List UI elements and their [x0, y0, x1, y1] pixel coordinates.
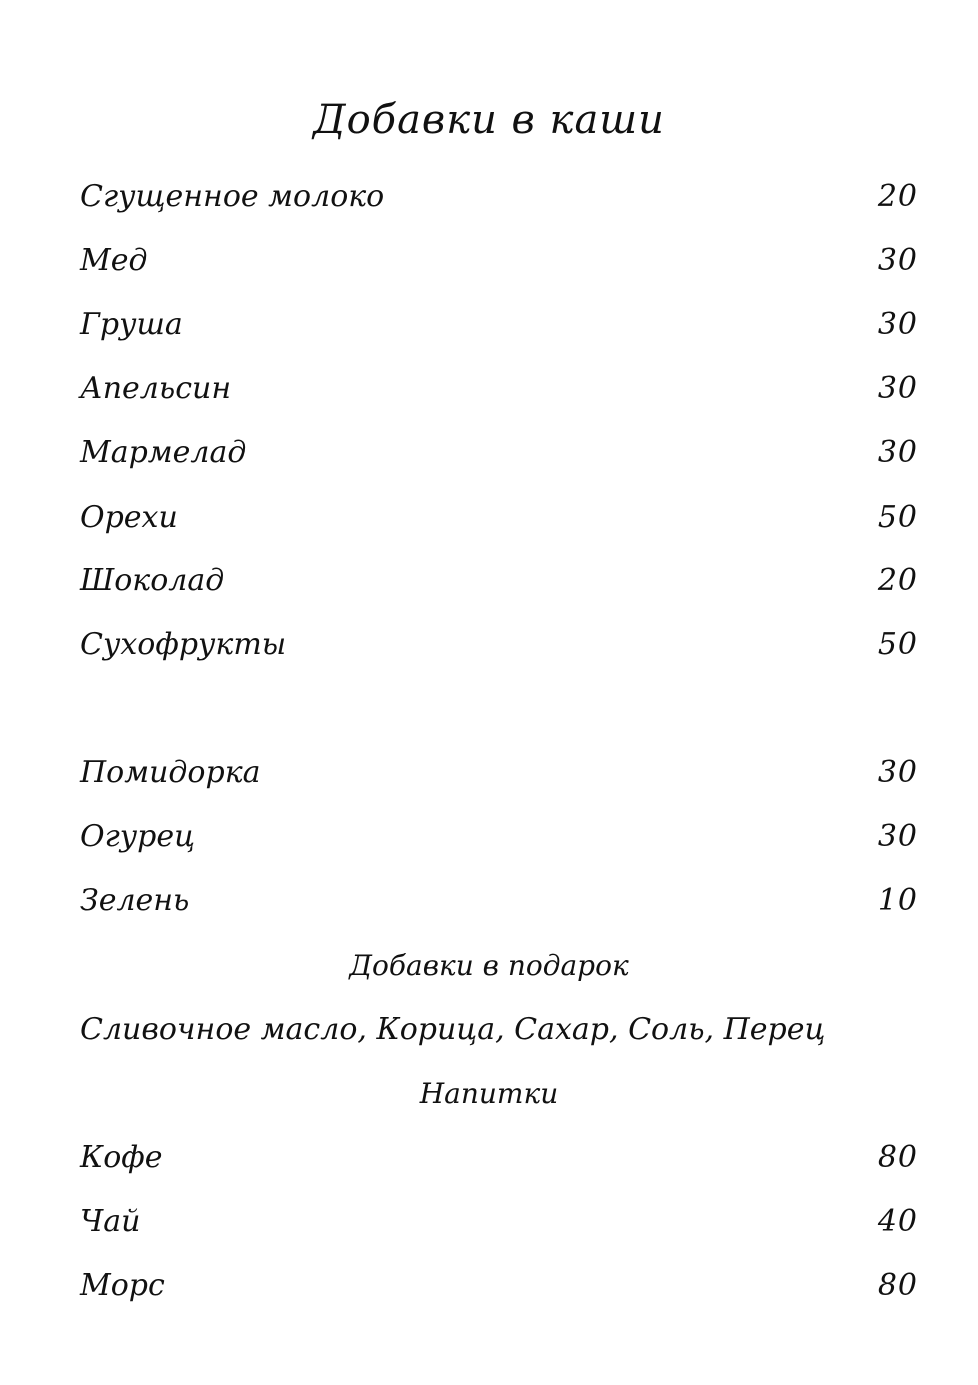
- item-name: Морс: [80, 1268, 165, 1303]
- menu-item: [80, 879, 918, 923]
- menu-item: [80, 751, 918, 795]
- item-price: 50: [877, 627, 918, 662]
- gift-items: Сливочное масло, Корица, Сахар, Соль, Перец: [80, 1012, 826, 1047]
- item-price: 20: [877, 563, 918, 598]
- item-name: Чай: [80, 1204, 141, 1239]
- item-price: 30: [877, 819, 918, 854]
- item-name: Мармелад: [80, 435, 247, 470]
- item-name: Зелень: [80, 883, 190, 918]
- menu-item: [80, 239, 918, 283]
- menu-item: [80, 1136, 918, 1180]
- item-name: Сухофрукты: [80, 627, 287, 662]
- item-price: 20: [877, 179, 918, 214]
- menu-item: [80, 175, 918, 219]
- item-price: 30: [877, 755, 918, 790]
- item-price: 10: [877, 883, 918, 918]
- item-price: 80: [877, 1268, 918, 1303]
- menu-item: [80, 1264, 918, 1308]
- item-price: 50: [877, 500, 918, 535]
- item-name: Апельсин: [80, 371, 232, 406]
- item-price: 30: [877, 435, 918, 470]
- item-price: 40: [877, 1204, 918, 1239]
- menu-item: [80, 367, 918, 411]
- menu-item: [80, 496, 918, 540]
- menu-item: [80, 815, 918, 859]
- item-name: Груша: [80, 307, 183, 342]
- item-name: Помидорка: [80, 755, 261, 790]
- page-title: Добавки в каши: [313, 97, 665, 143]
- menu-item: [80, 623, 918, 667]
- drinks-heading: Напитки: [419, 1077, 559, 1110]
- item-name: Орехи: [80, 500, 178, 535]
- menu-item: [80, 1200, 918, 1244]
- menu-item: [80, 303, 918, 347]
- item-name: Мед: [80, 243, 148, 278]
- item-price: 30: [877, 307, 918, 342]
- item-name: Сгущенное молоко: [80, 179, 385, 214]
- gift-heading: Добавки в подарок: [349, 949, 629, 982]
- item-price: 30: [877, 243, 918, 278]
- menu-item: [80, 431, 918, 475]
- item-price: 80: [877, 1140, 918, 1175]
- item-name: Шоколад: [80, 563, 225, 598]
- menu-item: [80, 559, 918, 603]
- item-price: 30: [877, 371, 918, 406]
- item-name: Кофе: [80, 1140, 163, 1175]
- item-name: Огурец: [80, 819, 196, 854]
